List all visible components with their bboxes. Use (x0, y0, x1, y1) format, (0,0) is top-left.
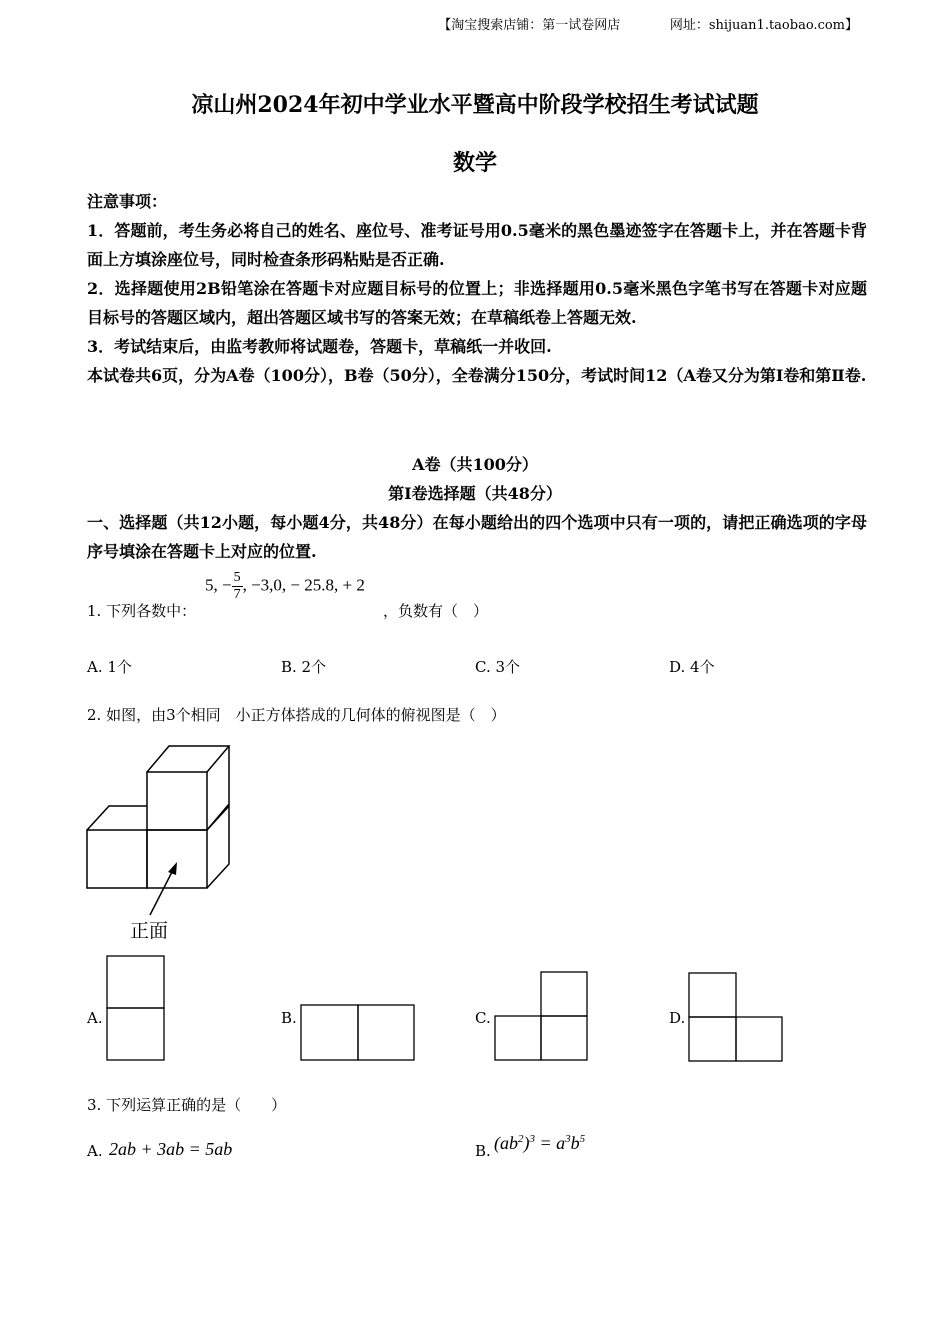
notes-heading: 注意事项： (87, 192, 168, 211)
q3-option-b-expr (494, 1133, 585, 1154)
q3-option-a-label[interactable]: A. (87, 1142, 103, 1160)
front-label: 正面 (130, 920, 169, 942)
q2-option-b-label[interactable]: B. (281, 1009, 297, 1027)
q3-option-a-expr: 2ab + 3ab = 5ab (109, 1139, 233, 1159)
q1-nums-a: 5, − (205, 575, 232, 595)
note-item: 1．答题前，考生务必将自己的姓名、座位号、准考证号用0.5毫米的黑色墨迹签字在答题卡上，并在答题卡背面上方填涂座位号，同时检查条形码粘贴是否正确. (87, 221, 867, 269)
q2-option-c-label[interactable]: C. (475, 1009, 491, 1027)
note-item: 3．考试结束后，由监考教师将试题卷，答题卡，草稿纸一并收回. (87, 337, 552, 356)
instruction-text: 一、选择题（共12小题，每小题4分，共48分）在每小题给出的四个选项中只有一项的，请把正确选项的字母序号填涂在答题卡上对应的位置. (87, 513, 867, 561)
b-exp4: 5 (579, 1133, 586, 1145)
q1-frac-den: 7 (233, 587, 241, 602)
header-shop: 【淘宝搜索店铺：第一试卷网店 (438, 18, 621, 33)
q1-option-b[interactable]: B. 2个 (281, 658, 327, 676)
q1-option-a[interactable]: A. 1个 (87, 658, 132, 676)
q3-option-b-label[interactable]: B. (475, 1142, 491, 1160)
exam-title: 凉山州2024年初中学业水平暨高中阶段学校招生考试试题 (191, 92, 759, 118)
note-item: 本试卷共6页，分为A卷（100分），B卷（50分），全卷满分150分，考试时间12（A卷又分为第Ⅰ卷和第Ⅱ卷. (87, 366, 867, 385)
part-1-title: 第Ⅰ卷选择题（共48分） (388, 484, 562, 503)
b-exp3: 3 (565, 1133, 571, 1145)
q1-suffix: ，负数有（ ） (383, 602, 489, 620)
section-a-title: A卷（共100分） (412, 455, 538, 474)
b-base: (ab (494, 1133, 518, 1153)
q1-option-d[interactable]: D. 4个 (669, 658, 715, 676)
option-a-diagram (107, 956, 164, 1060)
q3-text: 3. 下列运算正确的是（ ） (87, 1096, 287, 1114)
option-b-diagram (301, 1005, 414, 1060)
q1-prefix: 1. 下列各数中： (87, 602, 197, 620)
b-b: b (570, 1133, 580, 1153)
q1-frac-num: 5 (233, 570, 241, 585)
q2-text: 2. 如图，由3个相同 小正方体搭成的几何体的俯视图是（ ） (87, 706, 506, 724)
q2-option-d-label[interactable]: D. (669, 1009, 686, 1027)
b-eq: = a (535, 1133, 566, 1153)
b-exp1: 2 (518, 1133, 524, 1145)
b-exp2: 3 (529, 1133, 535, 1145)
header-site: 网址：shijuan1.taobao.com】 (669, 18, 858, 33)
q1-nums-b: , −3,0, − 25.8, + 2 (242, 575, 365, 595)
subject-title: 数学 (452, 150, 497, 176)
note-item: 2．选择题使用2B铅笔涂在答题卡对应题目标号的位置上；非选择题用0.5毫米黑色字笔书写在答题卡对应题目标号的答题区域内，超出答题区域书写的答案无效；在草稿纸卷上答题无效. (87, 279, 867, 327)
b-close: ) (523, 1133, 530, 1153)
q1-option-c[interactable]: C. 3个 (475, 658, 521, 676)
option-d-diagram (689, 973, 782, 1061)
option-c-diagram (495, 972, 587, 1060)
q2-option-a-label[interactable]: A. (87, 1009, 103, 1027)
